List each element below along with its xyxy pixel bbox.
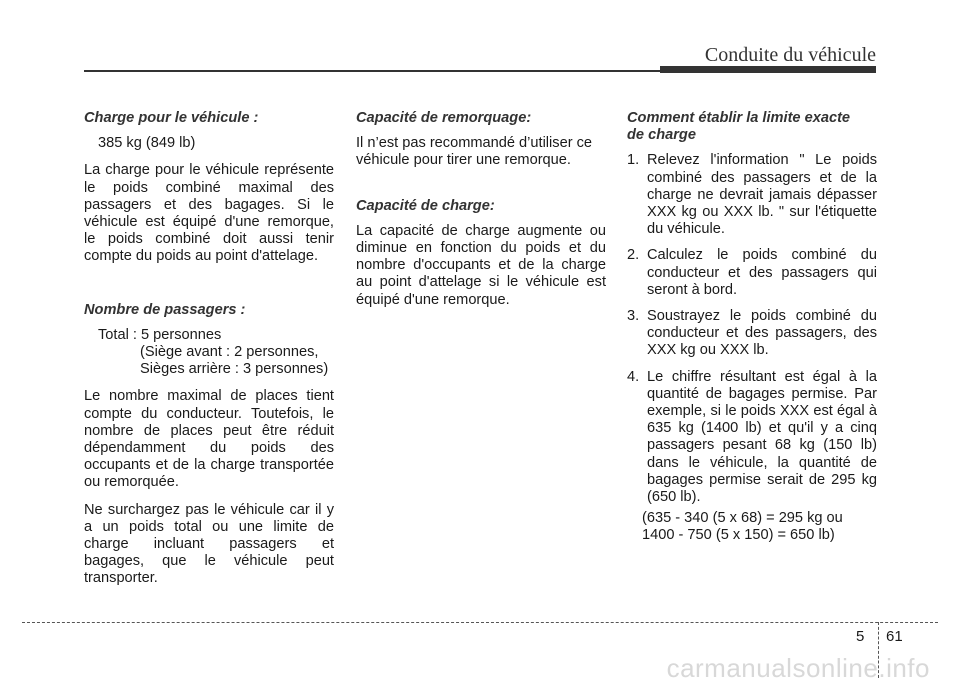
section-title: Conduite du véhicule (704, 44, 876, 66)
header-rule-thin (84, 70, 684, 72)
charge-value: 385 kg (849 lb) (98, 135, 196, 152)
chapter-number: 5 (856, 628, 865, 645)
heading-capacite-remorquage: Capacité de remorquage: (356, 110, 532, 126)
passenger-front: (Siège avant : 2 personnes, (140, 344, 319, 361)
heading-nombre-passagers: Nombre de passagers : (84, 301, 246, 318)
step-number: 4. (627, 368, 640, 385)
heading-limite-line1: Comment établir la limite exacte (627, 110, 851, 126)
heading-limite-line2: de charge (627, 127, 696, 144)
paragraph-charge: La charge pour le véhicule représente le poids combiné maximal des passagers et des bagages. Si le véhicule est équipé d'une remorque, le poids combiné doit aussi tenir compte du poids au point d'attelage. (84, 162, 334, 265)
watermark: carmanualsonline.info (666, 653, 930, 683)
step-text: Relevez l'information " Le poids combiné des passagers et de la charge ne devrait jamais dépasser XXX kg ou XXX lb. " sur l'étiquette du véhicule. (647, 152, 877, 238)
list-item (627, 369, 877, 507)
column-1 (84, 110, 334, 598)
formula-line1: (635 - 340 (5 x 68) = 295 kg ou (642, 510, 843, 527)
paragraph-places: Le nombre maximal de places tient compte du conducteur. Toutefois, le nombre de places peut être réduit dépendamment du poids des occupants et de la charge transportée ou remorquée. (84, 388, 334, 491)
paragraph-remorquage: Il n’est pas recommandé d’utiliser ce véhicule pour tirer une remorque. (356, 135, 593, 169)
footer-dashed-rule (22, 622, 938, 623)
list-item (627, 247, 877, 299)
formula-line2: 1400 - 750 (5 x 150) = 650 lb) (642, 527, 835, 544)
list-item (627, 308, 877, 360)
passenger-totals (84, 327, 334, 379)
step-text: Calculez le poids combiné du conducteur et des passagers qui seront à bord. (647, 247, 877, 298)
paragraph-surcharge: Ne surchargez pas le véhicule car il y a un poids total ou une limite de charge incluant passagers et bagages, que le véhicule peut transporter. (84, 501, 334, 587)
list-item (627, 152, 877, 238)
header-rule-thick (660, 66, 876, 73)
step-text: Soustrayez le poids combiné du conducteur et des passagers, des XXX kg ou XXX lb. (647, 308, 877, 359)
steps-list (627, 152, 877, 506)
heading-charge-vehicule: Charge pour le véhicule : (84, 110, 259, 126)
column-3 (627, 110, 877, 545)
paragraph-capacite-charge: La capacité de charge augmente ou diminue en fonction du poids et du nombre d'occupants et de la charge au point d'attelage si le véhicule est équipé d'une remorque. (356, 222, 606, 308)
step-number: 1. (627, 152, 640, 169)
page-number: 61 (886, 628, 903, 645)
step-text: Le chiffre résultant est égal à la quantité de bagages permise. Par exemple, si le poids XXX est égal à 635 kg (1400 lb) et qu'il y a cinq passagers pesant 68 kg (150 lb) dans le véhicule, la quantité de bagages permise serait de 295 kg (650 lb). (647, 368, 877, 506)
passenger-rear: Sièges arrière : 3 personnes) (140, 361, 329, 378)
passenger-total: Total : 5 personnes (98, 326, 222, 343)
heading-capacite-charge: Capacité de charge: (356, 197, 495, 214)
step-number: 3. (627, 308, 640, 325)
heading-limite-charge (627, 110, 877, 144)
step-number: 2. (627, 247, 640, 264)
column-2 (356, 110, 606, 319)
